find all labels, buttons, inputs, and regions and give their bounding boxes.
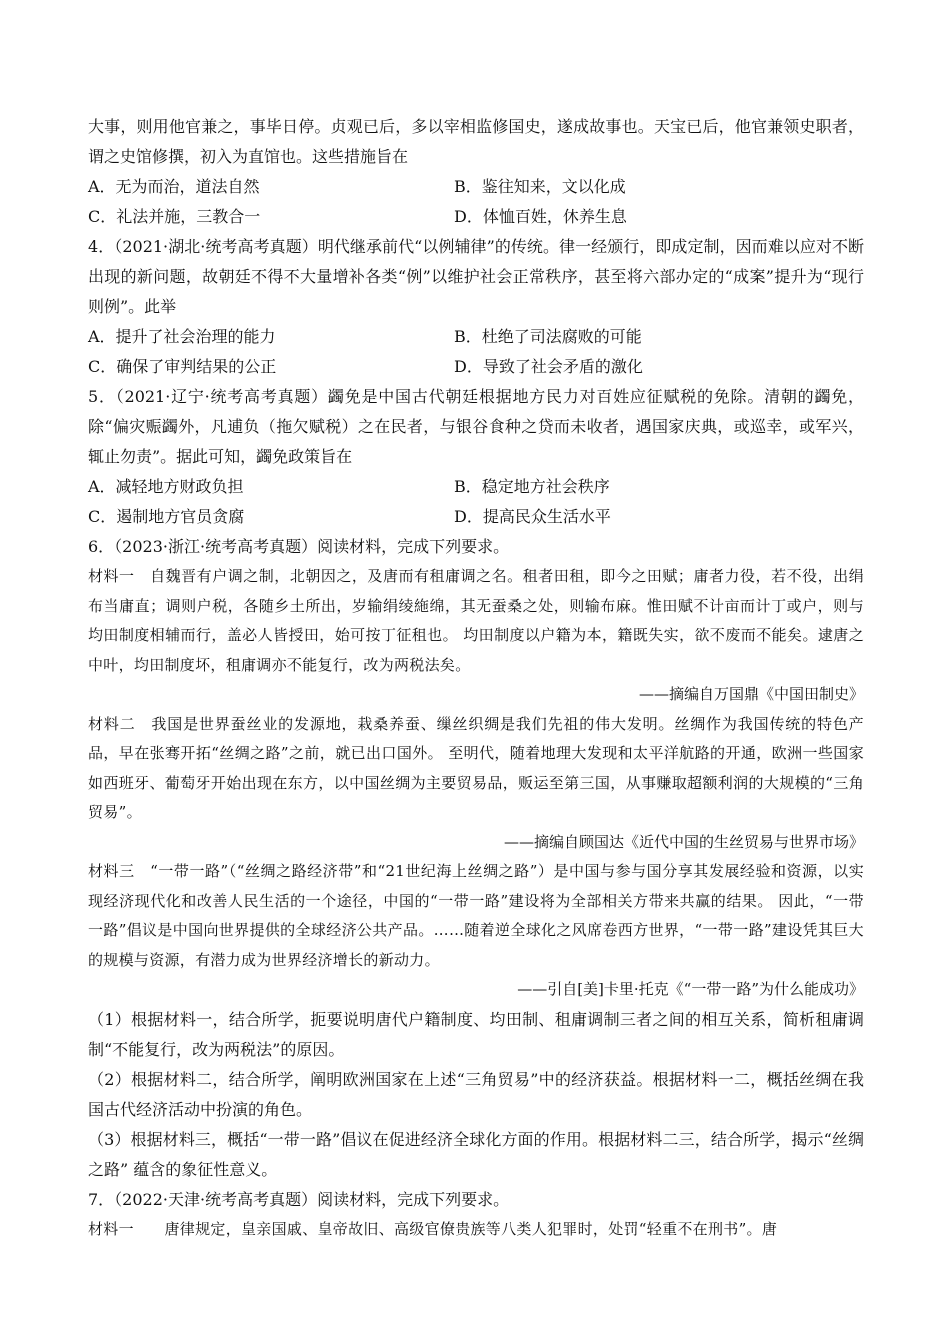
q4-option-d: D．导致了社会矛盾的激化 xyxy=(454,357,643,376)
question-3-continuation: 大事，则用他官兼之，事毕日停。贞观已后，多以宰相监修国史，遂成故事也。天宝已后，他官兼领史职者，谓之史馆修撰，初入为直馆也。这些措施旨在 xyxy=(88,117,864,166)
question-4-options-row-1 xyxy=(88,322,864,352)
q6-subquestion-3: （3）根据材料三，概括“一带一路”倡议在促进经济全球化方面的作用。根据材料二三，结合所学，揭示“丝绸之路” 蕴含的象征性意义。 xyxy=(88,1129,864,1179)
question-3-options-row-2 xyxy=(88,202,864,232)
q3-option-b: B．鉴往知来，文以化成 xyxy=(454,177,626,196)
q6-material-1: 材料一 自魏晋有户调之制，北朝因之，及唐而有租庸调之名。租者田租，即今之田赋；庸者力役，若不役，出绢布当庸直；调则户税，各随乡土所出，岁输绢绫絁绵，其无蚕桑之处，则输布麻。惟田赋不计亩而计丁或户，则与均田制度相辅而行，盖必人皆授田，始可按丁征租也。 均田制度以户籍为本，籍既失实，欲不废而不能矣。逮唐之中叶，均田制度坏，租庸调亦不能复行，改为两税法矣。 xyxy=(88,567,864,674)
q7-material-1: 材料一 唐律规定，皇亲国戚、皇帝故旧、高级官僚贵族等八类人犯罪时，处罚“轻重不在刑书”。唐 xyxy=(88,1219,778,1238)
q6-material-3: 材料三 “一带一路”（“丝绸之路经济带”和“21世纪海上丝绸之路”）是中国与参与国分享其发展经验和资源，以实现经济现代化和改善人民生活的一个途径，中国的“一带一路”建设将为全部相关方带来共赢的结果。 因此，“一带一路”倡议是中国向世界提供的全球经济公共产品。……随着逆全球化之风席卷西方世界，“一带一路”建设凭其巨大的规模与资源，有潜力成为世界经济增长的新动力。 xyxy=(88,862,864,969)
q3-option-c: C．礼法并施，三教合一 xyxy=(88,207,261,226)
q6-subquestion-1: （1）根据材料一，结合所学，扼要说明唐代户籍制度、均田制、租庸调制三者之间的相互关系，简析租庸调制“不能复行，改为两税法”的原因。 xyxy=(88,1009,864,1059)
question-3-options-row-1 xyxy=(88,172,864,202)
q4-option-a: A．提升了社会治理的能力 xyxy=(88,327,276,346)
q6-material-2-source: ——摘编自顾国达《近代中国的生丝贸易与世界市场》 xyxy=(503,832,864,851)
question-5-options-row-1 xyxy=(88,472,864,502)
q3-option-d: D．体恤百姓，休养生息 xyxy=(454,207,627,226)
q6-material-1-source: ——摘编自万国鼎《中国田制史》 xyxy=(638,685,864,703)
q5-option-c: C．遏制地方官员贪腐 xyxy=(88,507,245,526)
question-4-options-row-2 xyxy=(88,352,864,382)
q5-option-b: B．稳定地方社会秩序 xyxy=(454,477,610,496)
question-7-stem: 7．（2022·天津·统考高考真题）阅读材料，完成下列要求。 xyxy=(88,1189,510,1209)
q4-option-b: B．杜绝了司法腐败的可能 xyxy=(454,327,642,346)
question-5-options-row-2 xyxy=(88,502,864,532)
q5-option-d: D．提高民众生活水平 xyxy=(454,507,611,526)
q6-material-3-source: ——引自[美]卡里·托克《“一带一路”为什么能成功》 xyxy=(517,980,864,998)
question-4-stem: 4．（2021·湖北·统考高考真题）明代继承前代“以例辅律”的传统。律一经颁行，即成定制，因而难以应对不断出现的新问题，故朝廷不得不大量增补各类“例”以维护社会正常秩序，甚至将六部办定的“成案”提升为“现行则例”。此举 xyxy=(88,237,864,316)
q6-subquestion-2: （2）根据材料二，结合所学，阐明欧洲国家在上述“三角贸易”中的经济获益。根据材料一二，概括丝绸在我国古代经济活动中扮演的角色。 xyxy=(88,1069,864,1119)
q5-option-a: A．减轻地方财政负担 xyxy=(88,477,244,496)
q4-option-c: C．确保了审判结果的公正 xyxy=(88,357,277,376)
question-5-stem: 5．（2021·辽宁·统考高考真题）蠲免是中国古代朝廷根据地方民力对百姓应征赋税的免除。清朝的蠲免，除“偏灾赈蠲外，凡逋负（拖欠赋税）之在民者，与银谷食种之贷而未收者，遇国家庆典，或巡幸，或军兴，辄止勿责”。据此可知，蠲免政策旨在 xyxy=(88,387,864,466)
q3-option-a: A．无为而治，道法自然 xyxy=(88,177,260,196)
question-6-stem: 6．（2023·浙江·统考高考真题）阅读材料，完成下列要求。 xyxy=(88,537,510,556)
page-content xyxy=(88,112,864,1244)
q6-material-2: 材料二 我国是世界蚕丝业的发源地，栽桑养蚕、缫丝织绸是我们先祖的伟大发明。丝绸作为我国传统的特色产品，早在张骞开拓“丝绸之路”之前，就已出口国外。 至明代，随着地理大发现和太平洋航路的开通，欧洲一些国家如西班牙、葡萄牙开始出现在东方，以中国丝绸为主要贸易品，贩运至第三国，从事赚取超额利润的大规模的“三角贸易”。 xyxy=(88,714,864,821)
